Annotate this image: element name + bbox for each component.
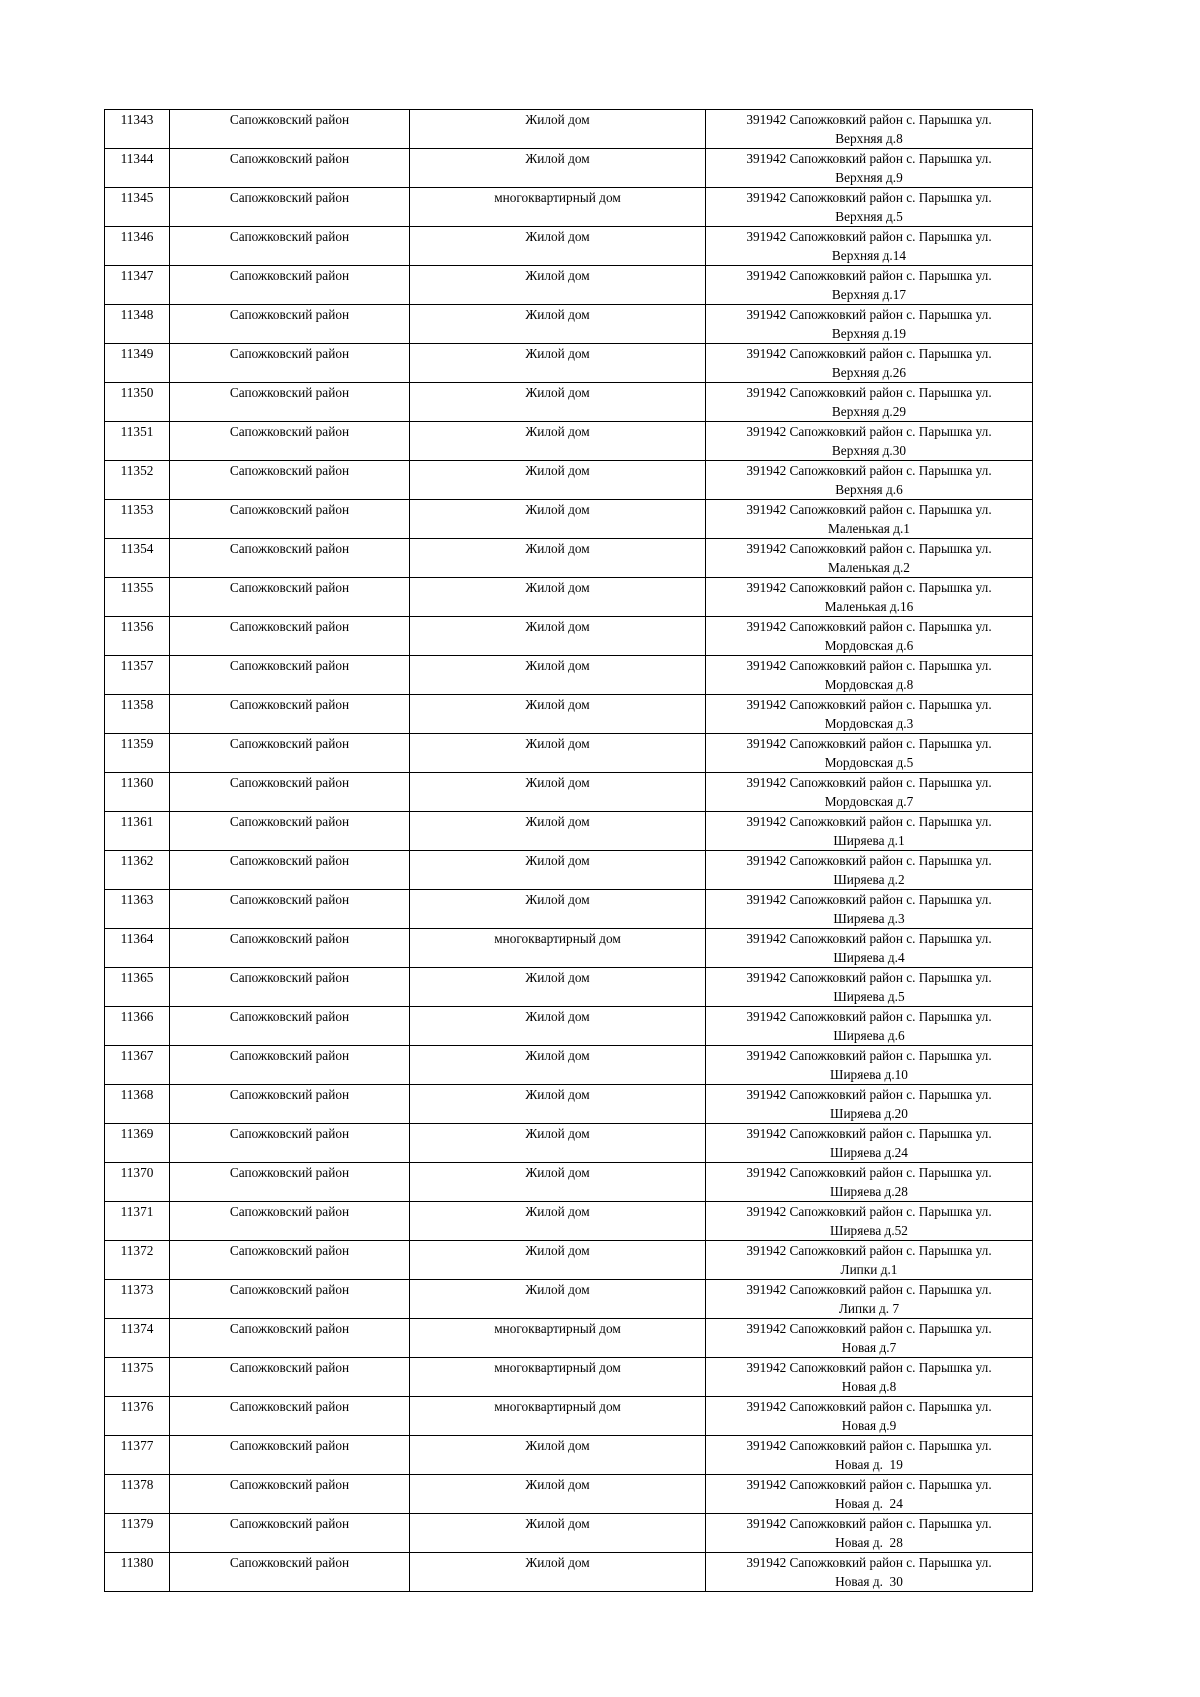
address-line-1: 391942 Сапожковкий район с. Парышка ул.: [746, 814, 992, 829]
address-line-2: Верхняя д.17: [831, 287, 907, 302]
district-cell: Сапожковский район: [170, 1514, 410, 1553]
table-row: [105, 695, 1033, 734]
district-cell: Сапожковский район: [170, 266, 410, 305]
building-type-cell: Жилой дом: [410, 227, 706, 266]
number-cell: 11358: [105, 695, 170, 734]
address-line-2: Ширяева д.5: [833, 989, 905, 1004]
table-row: [105, 1319, 1033, 1358]
number-cell: 11369: [105, 1124, 170, 1163]
district-cell: Сапожковский район: [170, 1553, 410, 1592]
district-cell: Сапожковский район: [170, 1163, 410, 1202]
address-line-1: 391942 Сапожковкий район с. Парышка ул.: [746, 697, 992, 712]
address-line-1: 391942 Сапожковкий район с. Парышка ул.: [746, 502, 992, 517]
number-cell: 11367: [105, 1046, 170, 1085]
address-line-2: Верхняя д.14: [831, 248, 907, 263]
table-row: [105, 500, 1033, 539]
number-cell: 11368: [105, 1085, 170, 1124]
address-line-2: Новая д. 19: [835, 1457, 903, 1472]
number-cell: 11361: [105, 812, 170, 851]
district-cell: Сапожковский район: [170, 1397, 410, 1436]
table-row: [105, 1046, 1033, 1085]
building-type-cell: Жилой дом: [410, 1007, 706, 1046]
address-line-1: 391942 Сапожковкий район с. Парышка ул.: [746, 424, 992, 439]
address-cell: [706, 773, 1033, 812]
address-line-2: Верхняя д.19: [831, 326, 907, 341]
address-line-1: 391942 Сапожковкий район с. Парышка ул.: [746, 1399, 992, 1414]
building-type-cell: Жилой дом: [410, 1163, 706, 1202]
building-type-cell: Жилой дом: [410, 773, 706, 812]
district-cell: Сапожковский район: [170, 383, 410, 422]
address-line-1: 391942 Сапожковкий район с. Парышка ул.: [746, 190, 992, 205]
address-line-2: Ширяева д.28: [830, 1184, 908, 1199]
table-row: [105, 188, 1033, 227]
address-line-1: 391942 Сапожковкий район с. Парышка ул.: [746, 1438, 992, 1453]
table-row: [105, 929, 1033, 968]
district-cell: Сапожковский район: [170, 929, 410, 968]
building-type-cell: Жилой дом: [410, 890, 706, 929]
number-cell: 11371: [105, 1202, 170, 1241]
address-line-1: 391942 Сапожковкий район с. Парышка ул.: [746, 1321, 992, 1336]
district-cell: Сапожковский район: [170, 890, 410, 929]
district-cell: Сапожковский район: [170, 305, 410, 344]
address-cell: [706, 500, 1033, 539]
building-type-cell: Жилой дом: [410, 1553, 706, 1592]
district-cell: Сапожковский район: [170, 500, 410, 539]
address-line-2: Ширяева д.6: [833, 1028, 905, 1043]
address-cell: [706, 812, 1033, 851]
district-cell: Сапожковский район: [170, 1202, 410, 1241]
address-cell: [706, 1475, 1033, 1514]
building-type-cell: многоквартирный дом: [410, 1397, 706, 1436]
table-row: [105, 1163, 1033, 1202]
address-line-2: Липки д.1: [840, 1262, 898, 1277]
table-body: [105, 110, 1033, 1592]
table-row: [105, 1397, 1033, 1436]
number-cell: 11378: [105, 1475, 170, 1514]
number-cell: 11370: [105, 1163, 170, 1202]
address-cell: [706, 305, 1033, 344]
address-cell: [706, 929, 1033, 968]
district-cell: Сапожковский район: [170, 149, 410, 188]
address-cell: [706, 266, 1033, 305]
address-cell: [706, 344, 1033, 383]
address-cell: [706, 578, 1033, 617]
address-line-1: 391942 Сапожковкий район с. Парышка ул.: [746, 463, 992, 478]
address-line-1: 391942 Сапожковкий район с. Парышка ул.: [746, 1555, 992, 1570]
address-line-1: 391942 Сапожковкий район с. Парышка ул.: [746, 853, 992, 868]
table-row: [105, 1436, 1033, 1475]
table-row: [105, 539, 1033, 578]
table-row: [105, 734, 1033, 773]
address-line-1: 391942 Сапожковкий район с. Парышка ул.: [746, 151, 992, 166]
table-row: [105, 617, 1033, 656]
building-type-cell: Жилой дом: [410, 344, 706, 383]
building-type-cell: Жилой дом: [410, 1475, 706, 1514]
address-cell: [706, 1202, 1033, 1241]
table-row: [105, 1280, 1033, 1319]
address-line-1: 391942 Сапожковкий район с. Парышка ул.: [746, 1282, 992, 1297]
district-cell: Сапожковский район: [170, 1007, 410, 1046]
address-cell: [706, 851, 1033, 890]
district-cell: Сапожковский район: [170, 968, 410, 1007]
address-cell: [706, 1553, 1033, 1592]
district-cell: Сапожковский район: [170, 188, 410, 227]
number-cell: 11354: [105, 539, 170, 578]
building-type-cell: многоквартирный дом: [410, 1358, 706, 1397]
address-line-2: Мордовская д.5: [824, 755, 914, 770]
number-cell: 11372: [105, 1241, 170, 1280]
address-cell: [706, 1007, 1033, 1046]
building-type-cell: Жилой дом: [410, 1202, 706, 1241]
address-line-1: 391942 Сапожковкий район с. Парышка ул.: [746, 1204, 992, 1219]
address-cell: [706, 890, 1033, 929]
number-cell: 11377: [105, 1436, 170, 1475]
address-line-2: Новая д. 30: [835, 1574, 903, 1589]
address-line-2: Мордовская д.8: [824, 677, 914, 692]
district-cell: Сапожковский район: [170, 422, 410, 461]
number-cell: 11363: [105, 890, 170, 929]
number-cell: 11355: [105, 578, 170, 617]
address-line-2: Ширяева д.2: [833, 872, 905, 887]
address-line-2: Маленькая д.1: [828, 521, 910, 536]
district-cell: Сапожковский район: [170, 1241, 410, 1280]
address-cell: [706, 1319, 1033, 1358]
building-type-cell: Жилой дом: [410, 539, 706, 578]
district-cell: Сапожковский район: [170, 1436, 410, 1475]
district-cell: Сапожковский район: [170, 851, 410, 890]
building-type-cell: Жилой дом: [410, 500, 706, 539]
address-line-1: 391942 Сапожковкий район с. Парышка ул.: [746, 1048, 992, 1063]
building-type-cell: Жилой дом: [410, 578, 706, 617]
table-row: [105, 1124, 1033, 1163]
building-type-cell: многоквартирный дом: [410, 1319, 706, 1358]
address-cell: [706, 1397, 1033, 1436]
address-cell: [706, 539, 1033, 578]
address-line-2: Мордовская д.3: [824, 716, 914, 731]
address-line-2: Верхняя д.6: [835, 482, 903, 497]
number-cell: 11376: [105, 1397, 170, 1436]
table-row: [105, 305, 1033, 344]
number-cell: 11375: [105, 1358, 170, 1397]
number-cell: 11357: [105, 656, 170, 695]
address-line-1: 391942 Сапожковкий район с. Парышка ул.: [746, 892, 992, 907]
address-line-1: 391942 Сапожковкий район с. Парышка ул.: [746, 268, 992, 283]
table-row: [105, 149, 1033, 188]
address-cell: [706, 617, 1033, 656]
number-cell: 11353: [105, 500, 170, 539]
district-cell: Сапожковский район: [170, 773, 410, 812]
district-cell: Сапожковский район: [170, 1085, 410, 1124]
building-type-cell: Жилой дом: [410, 656, 706, 695]
address-line-2: Верхняя д.29: [831, 404, 907, 419]
number-cell: 11348: [105, 305, 170, 344]
building-type-cell: Жилой дом: [410, 617, 706, 656]
district-cell: Сапожковский район: [170, 812, 410, 851]
address-line-1: 391942 Сапожковкий район с. Парышка ул.: [746, 1009, 992, 1024]
address-line-2: Ширяева д.4: [833, 950, 905, 965]
address-line-2: Верхняя д.8: [835, 131, 903, 146]
district-cell: Сапожковский район: [170, 695, 410, 734]
building-type-cell: Жилой дом: [410, 383, 706, 422]
address-cell: [706, 656, 1033, 695]
table-row: [105, 1475, 1033, 1514]
table-row: [105, 266, 1033, 305]
table-row: [105, 656, 1033, 695]
building-type-cell: Жилой дом: [410, 1514, 706, 1553]
address-line-1: 391942 Сапожковкий район с. Парышка ул.: [746, 346, 992, 361]
building-type-cell: многоквартирный дом: [410, 188, 706, 227]
address-cell: [706, 1514, 1033, 1553]
address-line-2: Ширяева д.3: [833, 911, 905, 926]
table-row: [105, 851, 1033, 890]
district-cell: Сапожковский район: [170, 1124, 410, 1163]
table-row: [105, 1241, 1033, 1280]
address-line-1: 391942 Сапожковкий район с. Парышка ул.: [746, 1360, 992, 1375]
address-line-2: Верхняя д.30: [831, 443, 907, 458]
building-type-cell: Жилой дом: [410, 1046, 706, 1085]
address-line-2: Новая д.9: [841, 1418, 897, 1433]
building-type-cell: Жилой дом: [410, 734, 706, 773]
number-cell: 11349: [105, 344, 170, 383]
table-row: [105, 110, 1033, 149]
table-row: [105, 1358, 1033, 1397]
table-row: [105, 1085, 1033, 1124]
table-row: [105, 1007, 1033, 1046]
address-line-1: 391942 Сапожковкий район с. Парышка ул.: [746, 619, 992, 634]
district-cell: Сапожковский район: [170, 578, 410, 617]
address-cell: [706, 461, 1033, 500]
building-type-cell: Жилой дом: [410, 461, 706, 500]
address-line-2: Новая д.7: [841, 1340, 897, 1355]
address-line-2: Мордовская д.6: [824, 638, 914, 653]
address-line-2: Ширяева д.52: [830, 1223, 908, 1238]
address-cell: [706, 1436, 1033, 1475]
address-cell: [706, 188, 1033, 227]
number-cell: 11345: [105, 188, 170, 227]
district-cell: Сапожковский район: [170, 1280, 410, 1319]
address-cell: [706, 968, 1033, 1007]
address-line-1: 391942 Сапожковкий район с. Парышка ул.: [746, 541, 992, 556]
table-row: [105, 968, 1033, 1007]
table-row: [105, 1514, 1033, 1553]
address-cell: [706, 1163, 1033, 1202]
number-cell: 11352: [105, 461, 170, 500]
district-cell: Сапожковский район: [170, 110, 410, 149]
number-cell: 11359: [105, 734, 170, 773]
building-type-cell: многоквартирный дом: [410, 929, 706, 968]
address-line-1: 391942 Сапожковкий район с. Парышка ул.: [746, 112, 992, 127]
building-type-cell: Жилой дом: [410, 422, 706, 461]
address-cell: [706, 383, 1033, 422]
number-cell: 11344: [105, 149, 170, 188]
address-cell: [706, 1241, 1033, 1280]
address-table: [104, 109, 1033, 1592]
address-cell: [706, 695, 1033, 734]
district-cell: Сапожковский район: [170, 734, 410, 773]
table-row: [105, 578, 1033, 617]
building-type-cell: Жилой дом: [410, 968, 706, 1007]
building-type-cell: Жилой дом: [410, 1085, 706, 1124]
address-line-1: 391942 Сапожковкий район с. Парышка ул.: [746, 1165, 992, 1180]
number-cell: 11360: [105, 773, 170, 812]
address-line-2: Липки д. 7: [838, 1301, 900, 1316]
table-row: [105, 1553, 1033, 1592]
address-cell: [706, 1046, 1033, 1085]
number-cell: 11356: [105, 617, 170, 656]
address-line-1: 391942 Сапожковкий район с. Парышка ул.: [746, 736, 992, 751]
address-line-1: 391942 Сапожковкий район с. Парышка ул.: [746, 1477, 992, 1492]
address-line-1: 391942 Сапожковкий район с. Парышка ул.: [746, 931, 992, 946]
number-cell: 11350: [105, 383, 170, 422]
address-line-1: 391942 Сапожковкий район с. Парышка ул.: [746, 775, 992, 790]
table-row: [105, 383, 1033, 422]
table-row: [105, 344, 1033, 383]
building-type-cell: Жилой дом: [410, 149, 706, 188]
building-type-cell: Жилой дом: [410, 1280, 706, 1319]
address-line-2: Верхняя д.9: [835, 170, 903, 185]
table-row: [105, 422, 1033, 461]
address-cell: [706, 227, 1033, 266]
building-type-cell: Жилой дом: [410, 1241, 706, 1280]
address-line-1: 391942 Сапожковкий район с. Парышка ул.: [746, 1087, 992, 1102]
address-line-1: 391942 Сапожковкий район с. Парышка ул.: [746, 307, 992, 322]
district-cell: Сапожковский район: [170, 227, 410, 266]
number-cell: 11347: [105, 266, 170, 305]
address-line-2: Маленькая д.2: [828, 560, 910, 575]
address-line-1: 391942 Сапожковкий район с. Парышка ул.: [746, 1516, 992, 1531]
address-line-1: 391942 Сапожковкий район с. Парышка ул.: [746, 580, 992, 595]
address-line-2: Маленькая д.16: [824, 599, 914, 614]
number-cell: 11373: [105, 1280, 170, 1319]
address-line-1: 391942 Сапожковкий район с. Парышка ул.: [746, 229, 992, 244]
building-type-cell: Жилой дом: [410, 110, 706, 149]
address-cell: [706, 149, 1033, 188]
number-cell: 11362: [105, 851, 170, 890]
address-cell: [706, 734, 1033, 773]
number-cell: 11366: [105, 1007, 170, 1046]
address-line-2: Ширяева д.1: [833, 833, 905, 848]
address-line-1: 391942 Сапожковкий район с. Парышка ул.: [746, 385, 992, 400]
number-cell: 11379: [105, 1514, 170, 1553]
address-line-2: Ширяева д.20: [830, 1106, 908, 1121]
table-row: [105, 1202, 1033, 1241]
district-cell: Сапожковский район: [170, 617, 410, 656]
building-type-cell: Жилой дом: [410, 1124, 706, 1163]
address-line-1: 391942 Сапожковкий район с. Парышка ул.: [746, 1243, 992, 1258]
district-cell: Сапожковский район: [170, 461, 410, 500]
address-line-2: Верхняя д.5: [835, 209, 903, 224]
number-cell: 11346: [105, 227, 170, 266]
address-line-2: Верхняя д.26: [831, 365, 907, 380]
building-type-cell: Жилой дом: [410, 695, 706, 734]
building-type-cell: Жилой дом: [410, 266, 706, 305]
table-row: [105, 227, 1033, 266]
address-cell: [706, 1358, 1033, 1397]
number-cell: 11364: [105, 929, 170, 968]
address-line-2: Мордовская д.7: [824, 794, 914, 809]
number-cell: 11374: [105, 1319, 170, 1358]
table-row: [105, 890, 1033, 929]
address-line-2: Новая д. 24: [835, 1496, 903, 1511]
table-row: [105, 773, 1033, 812]
district-cell: Сапожковский район: [170, 656, 410, 695]
address-line-2: Ширяева д.10: [830, 1067, 908, 1082]
address-cell: [706, 422, 1033, 461]
building-type-cell: Жилой дом: [410, 812, 706, 851]
address-line-1: 391942 Сапожковкий район с. Парышка ул.: [746, 970, 992, 985]
district-cell: Сапожковский район: [170, 1319, 410, 1358]
building-type-cell: Жилой дом: [410, 1436, 706, 1475]
number-cell: 11380: [105, 1553, 170, 1592]
address-cell: [706, 1085, 1033, 1124]
district-cell: Сапожковский район: [170, 344, 410, 383]
address-cell: [706, 1124, 1033, 1163]
building-type-cell: Жилой дом: [410, 305, 706, 344]
address-line-2: Ширяева д.24: [830, 1145, 908, 1160]
address-line-2: Новая д. 28: [835, 1535, 903, 1550]
table-row: [105, 461, 1033, 500]
district-cell: Сапожковский район: [170, 1046, 410, 1085]
address-line-1: 391942 Сапожковкий район с. Парышка ул.: [746, 1126, 992, 1141]
number-cell: 11351: [105, 422, 170, 461]
address-line-1: 391942 Сапожковкий район с. Парышка ул.: [746, 658, 992, 673]
number-cell: 11343: [105, 110, 170, 149]
address-cell: [706, 110, 1033, 149]
district-cell: Сапожковский район: [170, 1358, 410, 1397]
address-line-2: Новая д.8: [841, 1379, 897, 1394]
building-type-cell: Жилой дом: [410, 851, 706, 890]
address-cell: [706, 1280, 1033, 1319]
district-cell: Сапожковский район: [170, 539, 410, 578]
table-row: [105, 812, 1033, 851]
district-cell: Сапожковский район: [170, 1475, 410, 1514]
number-cell: 11365: [105, 968, 170, 1007]
